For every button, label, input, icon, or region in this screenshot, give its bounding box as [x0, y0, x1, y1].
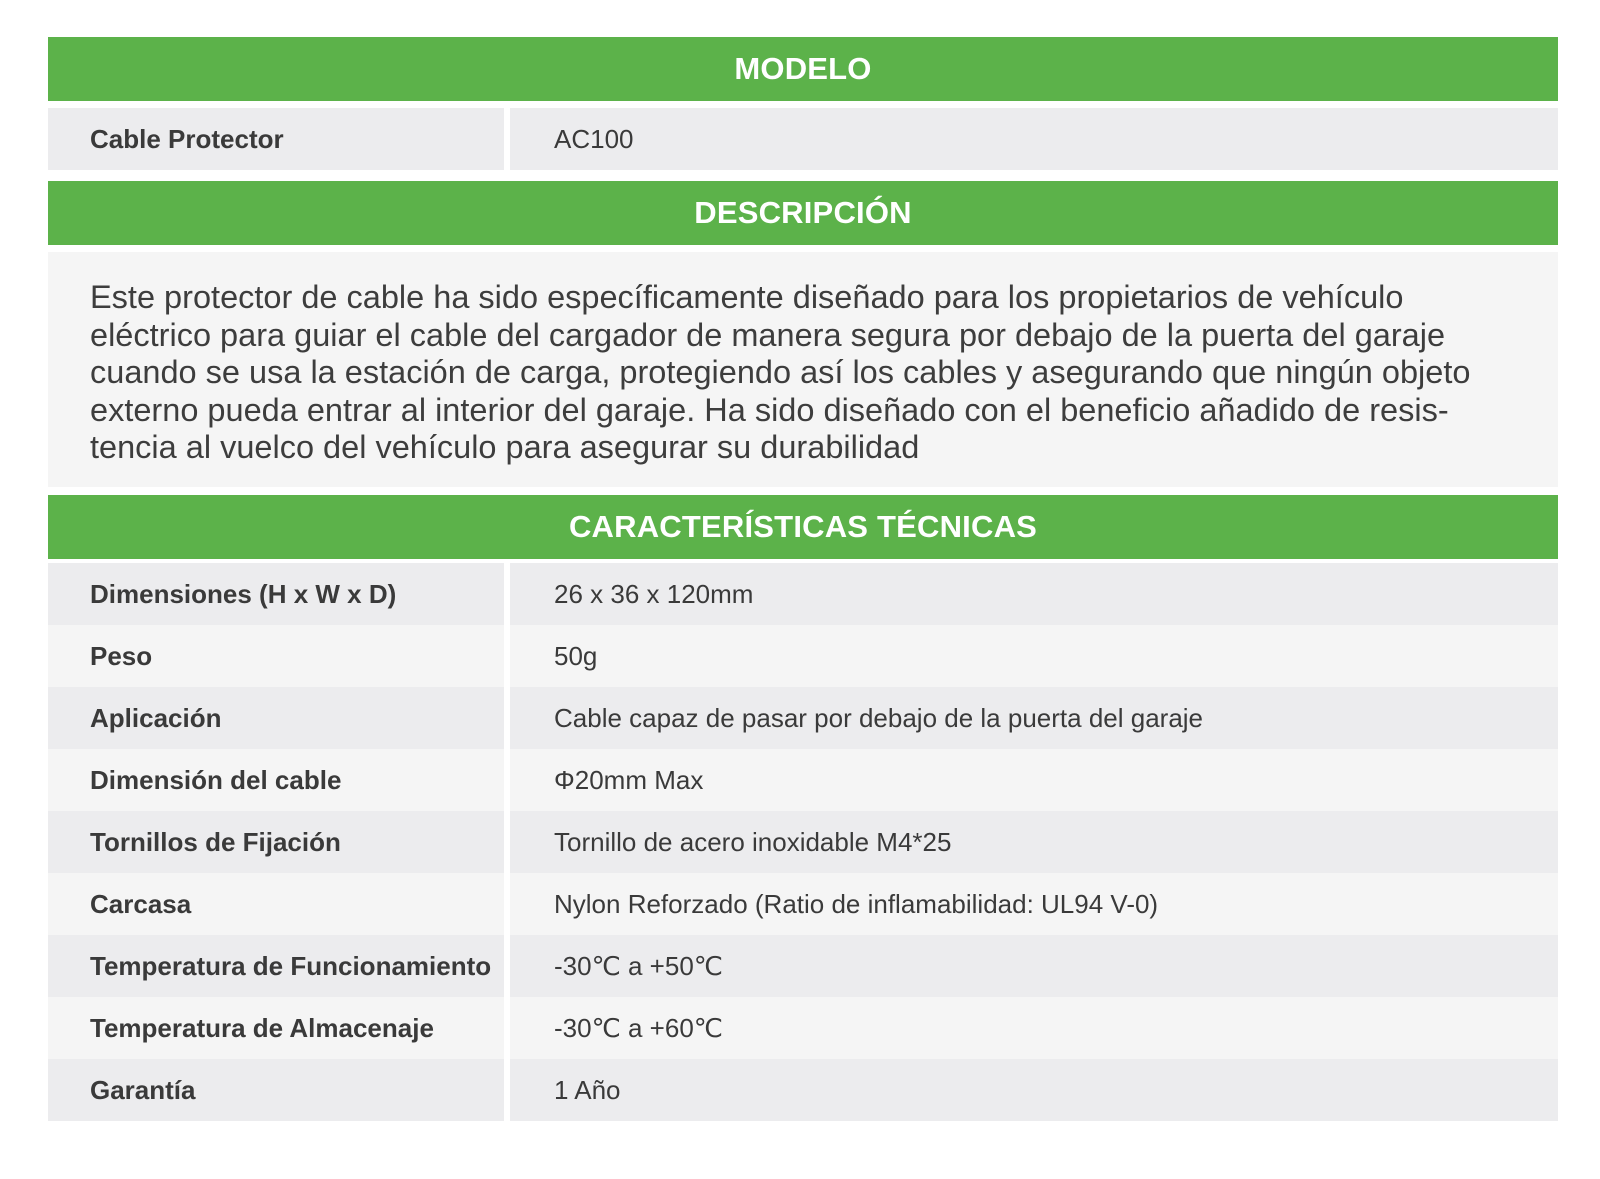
- spec-label: Aplicación: [48, 687, 504, 749]
- descripcion-header: DESCRIPCIÓN: [48, 181, 1558, 245]
- spec-row-aplicacion: [48, 687, 1558, 749]
- spec-label: Carcasa: [48, 873, 504, 935]
- spec-value: Nylon Reforzado (Ratio de inflamabilidad: UL94 V-0): [510, 873, 1558, 935]
- spec-row-garantia: [48, 1059, 1558, 1121]
- spec-label: Peso: [48, 625, 504, 687]
- spec-value: Φ20mm Max: [510, 749, 1558, 811]
- spec-value: Tornillo de acero inoxidable M4*25: [510, 811, 1558, 873]
- spec-table: [48, 563, 1558, 1121]
- spec-value: 26 x 36 x 120mm: [510, 563, 1558, 625]
- modelo-header: MODELO: [48, 37, 1558, 101]
- spec-label: Temperatura de Funcionamiento: [48, 935, 504, 997]
- spec-row-dimension-cable: [48, 749, 1558, 811]
- spec-sheet: [48, 37, 1558, 1121]
- caracteristicas-header: CARACTERÍSTICAS TÉCNICAS: [48, 495, 1558, 559]
- spec-value: 50g: [510, 625, 1558, 687]
- spec-row-dimensiones: [48, 563, 1558, 625]
- spec-label: Garantía: [48, 1059, 504, 1121]
- spec-row-temp-almacenaje: [48, 997, 1558, 1059]
- spec-row-tornillos: [48, 811, 1558, 873]
- spec-value: -30℃ a +50℃: [510, 935, 1558, 997]
- spec-row-peso: [48, 625, 1558, 687]
- modelo-row: [48, 108, 1558, 170]
- spec-value: Cable capaz de pasar por debajo de la puerta del garaje: [510, 687, 1558, 749]
- spec-value: -30℃ a +60℃: [510, 997, 1558, 1059]
- spec-label: Temperatura de Almacenaje: [48, 997, 504, 1059]
- spec-label: Dimensión del cable: [48, 749, 504, 811]
- descripcion-text: Este protector de cable ha sido específicamente diseñado para los propietarios de vehículo eléctrico para guiar el cable del cargador de manera segura por debajo de la puerta del garaje cuando se usa la estación de carga, protegiendo así los cables y asegurando que ningún objeto externo pueda entrar al interior del garaje. Ha sido diseñado con el beneficio añadido de resis-tencia al vuelco del vehículo para asegurar su durabilidad: [48, 252, 1558, 487]
- spec-row-temp-funcionamiento: [48, 935, 1558, 997]
- spec-label: Tornillos de Fijación: [48, 811, 504, 873]
- modelo-label: Cable Protector: [48, 108, 504, 170]
- spec-label: Dimensiones (H x W x D): [48, 563, 504, 625]
- modelo-value: AC100: [510, 108, 1558, 170]
- spec-row-carcasa: [48, 873, 1558, 935]
- spec-value: 1 Año: [510, 1059, 1558, 1121]
